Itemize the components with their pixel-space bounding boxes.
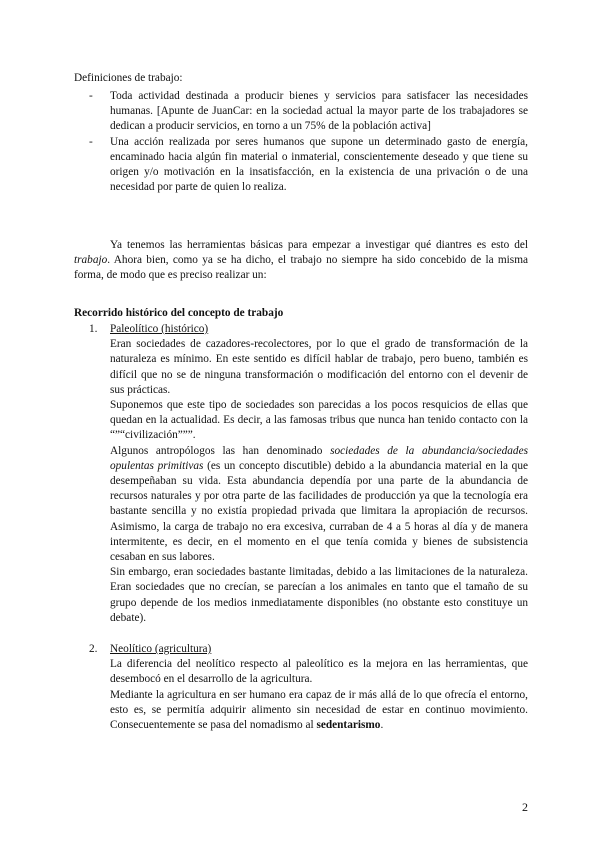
intro-paragraph-part-a: Ya tenemos las herramientas básicas para empezar a investigar qué diantres es esto del bbox=[110, 239, 528, 251]
bullet-dash: - bbox=[89, 90, 93, 102]
definition-text: Toda actividad destinada a producir bienes y servicios para satisfacer las necesidades humanas. [Apunte de JuanCar: en la sociedad actual la mayor parte de los trabajadores se dedican a producir servicios, en torno a un 75% de la población activa] bbox=[110, 90, 528, 133]
paragraph-part-b: (es un concepto discutible) debido a la abundancia material en la que desempeñaban su vida. Esta abundancia dependía por una parte de la abundancia de recursos naturales y por otra parte de las facilidades de producción ya que la tecnología era bastante sencilla y no existía propiedad privada que limitara la apropiación de recursos. Asimismo, la carga de trabajo no era excesiva, curraban de 4 a 5 horas al día y de manera intermitente, es decir, en el momento en el que tenía comida y bienes de subsistencia cesaban en sus labores. bbox=[110, 459, 528, 564]
paragraph bbox=[74, 688, 528, 734]
paragraph: La diferencia del neolítico respecto al paleolítico es la mejora en las herramientas, que desembocó en el desarrollo de la agricultura. bbox=[110, 658, 528, 686]
section-number: 1. bbox=[89, 323, 98, 335]
section-neolitico bbox=[74, 642, 528, 733]
section-heading: Recorrido histórico del concepto de trabajo bbox=[74, 307, 284, 319]
paragraph bbox=[74, 444, 528, 566]
paragraph: Sin embargo, eran sociedades bastante limitadas, debido a las limitaciones de la naturaleza. Eran sociedades que no crecían, se parecían a los animales en tanto que el tamaño de su grupo depende de los medios inmediatamente disponibles (no obstante esto constituye un debate). bbox=[110, 566, 528, 624]
paragraph-emphasis: sociedades de la abundancia/sociedades opulentas primitivas bbox=[110, 444, 528, 472]
paragraph: Suponemos que este tipo de sociedades son parecidas a los pocos resquicios de ellas que quedan en la actualidad. Es decir, a las famosas tribus que nunca han tenido contacto con la “”“civilización”””. bbox=[110, 399, 528, 442]
intro-paragraph bbox=[74, 238, 528, 284]
section-title-text: Neolítico (agricultura) bbox=[110, 643, 212, 655]
intro-paragraph-part-b: . Ahora bien, como ya se ha dicho, el trabajo no siempre ha sido concebido de la misma forma, de modo que es preciso realizar un: bbox=[74, 254, 528, 282]
bullet-dash: - bbox=[89, 135, 93, 148]
section-paleolitico bbox=[74, 322, 528, 626]
paragraph-part-b: . bbox=[380, 719, 384, 732]
intro-paragraph-emphasis: trabajo bbox=[74, 254, 108, 267]
definition-text: Una acción realizada por seres humanos que supone un determinado gasto de energía, encaminado hacia algún fin material o inmaterial, conscientemente deseado y que tiene su origen y/o motivación en la insatisfacción, en la existencia de una privación o de una necesidad por parte de quien lo realiza. bbox=[110, 135, 528, 194]
definition-item bbox=[74, 89, 528, 135]
page-number: 2 bbox=[522, 800, 528, 814]
definitions-list bbox=[74, 89, 528, 195]
definitions-label: Definiciones de trabajo: bbox=[74, 72, 183, 84]
section-title-text: Paleolítico (histórico) bbox=[110, 323, 209, 335]
paragraph-bold-term: sedentarismo bbox=[316, 719, 381, 732]
paragraph: Eran sociedades de cazadores-recolectores, por lo que el grado de transformación de la naturaleza es mínimo. En este sentido es difícil hablar de trabajo, pero bueno, también es difícil que no se de ninguna transformación o modificación del entorno con el devenir de sus prácticas. bbox=[110, 338, 528, 396]
section-title bbox=[74, 642, 528, 657]
definition-item bbox=[74, 135, 528, 196]
paragraph-part-a: Mediante la agricultura en ser humano era capaz de ir más allá de lo que ofrecía el entorno, esto es, se permitía adquirir alimento sin necesidad de estar en continuo movimiento. Consecuentemente se pasa del nomadismo al bbox=[110, 688, 528, 732]
section-title bbox=[74, 322, 528, 337]
section-number: 2. bbox=[89, 643, 98, 655]
paragraph-part-a: Algunos antropólogos las han denominado bbox=[110, 444, 331, 457]
